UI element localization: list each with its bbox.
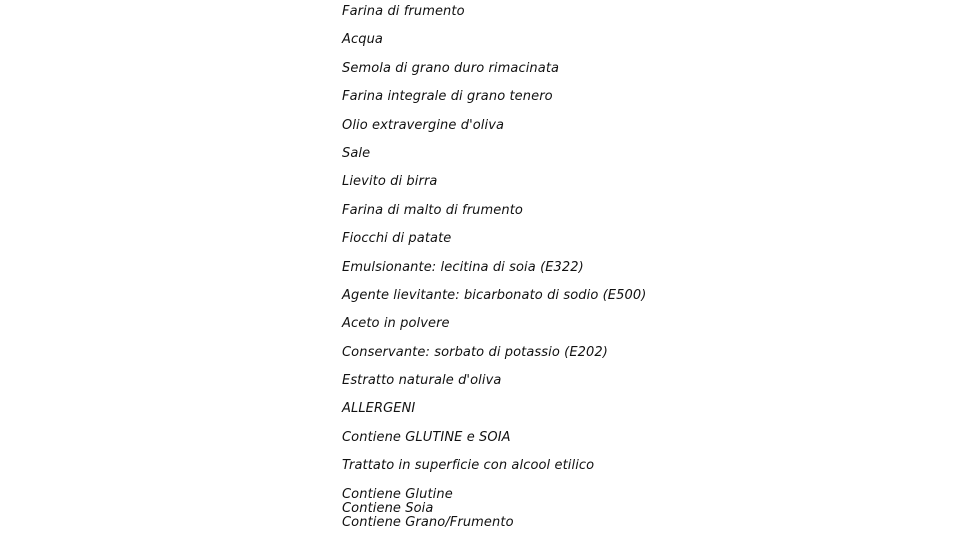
ingredient-item: Emulsionante: lecitina di soia (E322) [342,259,584,275]
ingredient-item: Aceto in polvere [342,316,450,332]
ingredient-item: Farina di frumento [342,4,465,19]
allergens-contains: Contiene GLUTINE e SOIA [342,429,511,445]
ingredient-list [342,4,902,530]
ingredient-item: Agente lievitante: bicarbonato di sodio (E500) [342,287,647,303]
ingredient-item: Olio extravergine d'oliva [342,117,505,133]
allergen-item: Contiene Glutine [342,486,453,502]
ingredient-item: Conservante: sorbato di potassio (E202) [342,344,608,360]
allergens-treatment-note: Trattato in superficie con alcool etilico [342,458,595,474]
ingredient-item: Sale [342,145,371,161]
allergen-item: Contiene Grano/Frumento [342,515,514,531]
ingredient-item: Farina integrale di grano tenero [342,89,553,105]
allergens-heading: ALLERGENI [342,401,416,417]
ingredient-item: Fiocchi di patate [342,231,452,247]
ingredient-item: Acqua [342,32,383,48]
ingredient-item: Estratto naturale d'oliva [342,373,502,389]
ingredient-item: Farina di malto di frumento [342,202,523,218]
allergens-list [342,487,902,532]
ingredient-item: Semola di grano duro rimacinata [342,60,560,76]
ingredient-item: Lievito di birra [342,174,438,190]
allergen-item: Contiene Soia [342,501,434,517]
